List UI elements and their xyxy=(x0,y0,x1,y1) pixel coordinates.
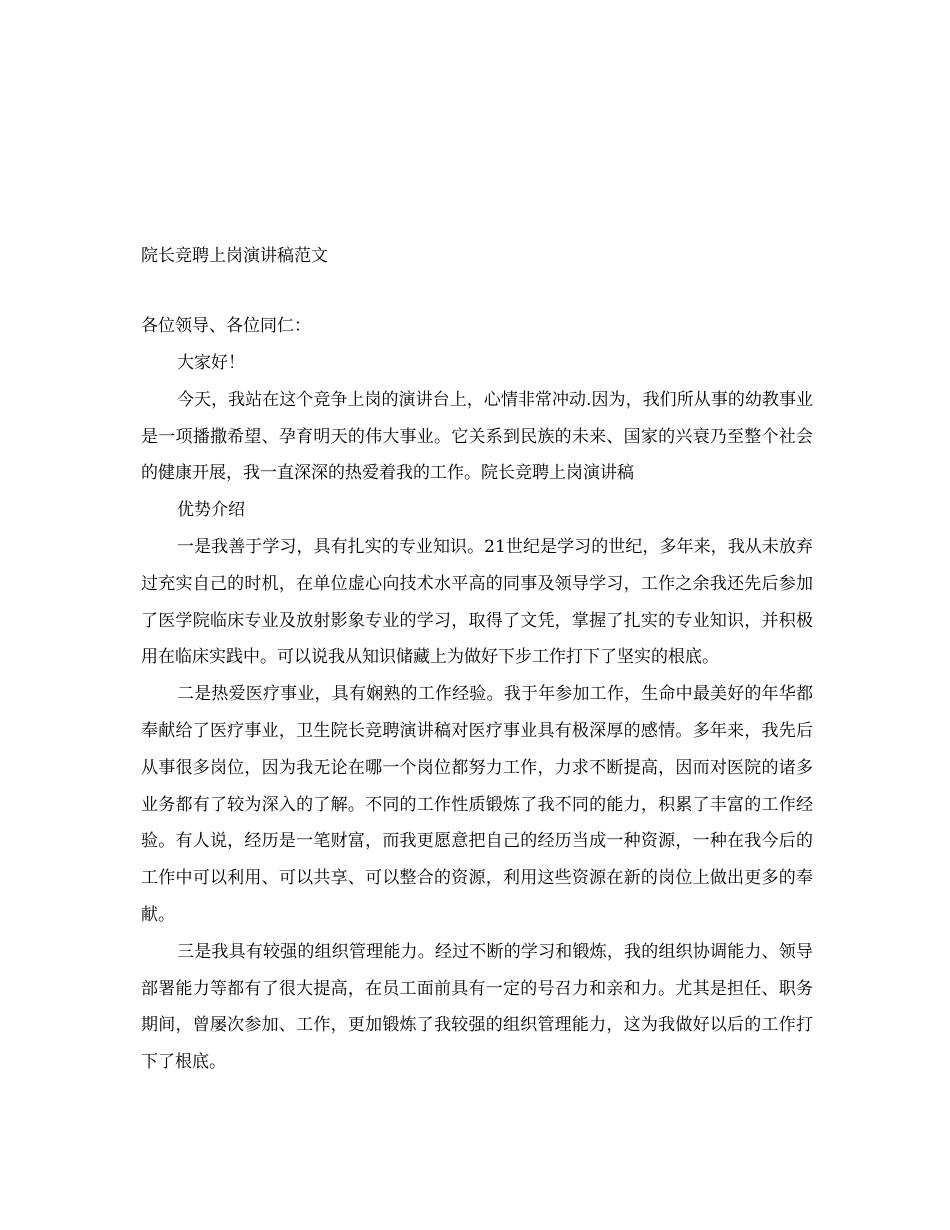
paragraph-advantage-3: 三是我具有较强的组织管理能力。经过不断的学习和锻炼，我的组织协调能力、领导部署能力等都有了很大提高，在员工面前具有一定的号召力和亲和力。尤其是担任、职务期间，曾屡次参加、工作，更加锻炼了我较强的组织管理能力，这为我做好以后的工作打下了根底。 xyxy=(141,941,813,1073)
paragraph-advantage-2: 二是热爱医疗事业，具有娴熟的工作经验。我于年参加工作，生命中最美好的年华都奉献给了医疗事业，卫生院长竞聘演讲稿对医疗事业具有极深厚的感情。多年来，我先后从事很多岗位，因为我无论在哪一个岗位都努力工作，力求不断提高，因而对医院的诸多业务都有了较为深入的了解。不同的工作性质锻炼了我不同的能力，积累了丰富的工作经验。有人说，经历是一笔财富，而我更愿意把自己的经历当成一种资源，一种在我今后的工作中可以利用、可以共享、可以整合的资源，利用这些资源在新的岗位上做出更多的奉献。 xyxy=(141,684,813,925)
salutation: 各位领导、各位同仁： xyxy=(141,316,311,336)
paragraph-advantage-1: 一是我善于学习，具有扎实的专业知识。21世纪是学习的世纪，多年来，我从未放弃过充实自己的时机，在单位虚心向技术水平高的同事及领导学习，工作之余我还先后参加了医学院临床专业及放射影象专业的学习，取得了文凭，掌握了扎实的专业知识，并积极用在临床实践中。可以说我从知识储藏上为做好下步工作打下了坚实的根底。 xyxy=(141,536,813,668)
document-body xyxy=(141,345,813,1081)
paragraph-heading-advantages: 优势介绍 xyxy=(177,500,245,521)
paragraph-intro: 今天，我站在这个竞争上岗的演讲台上，心情非常冲动.因为，我们所从事的幼教事业是一项播撒希望、孕育明天的伟大事业。它关系到民族的未来、国家的兴衰乃至整个社会的健康开展，我一直深深的热爱着我的工作。院长竞聘上岗演讲稿 xyxy=(141,389,813,484)
document-title: 院长竞聘上岗演讲稿范文 xyxy=(141,246,328,266)
paragraph-greeting: 大家好！ xyxy=(177,353,245,373)
